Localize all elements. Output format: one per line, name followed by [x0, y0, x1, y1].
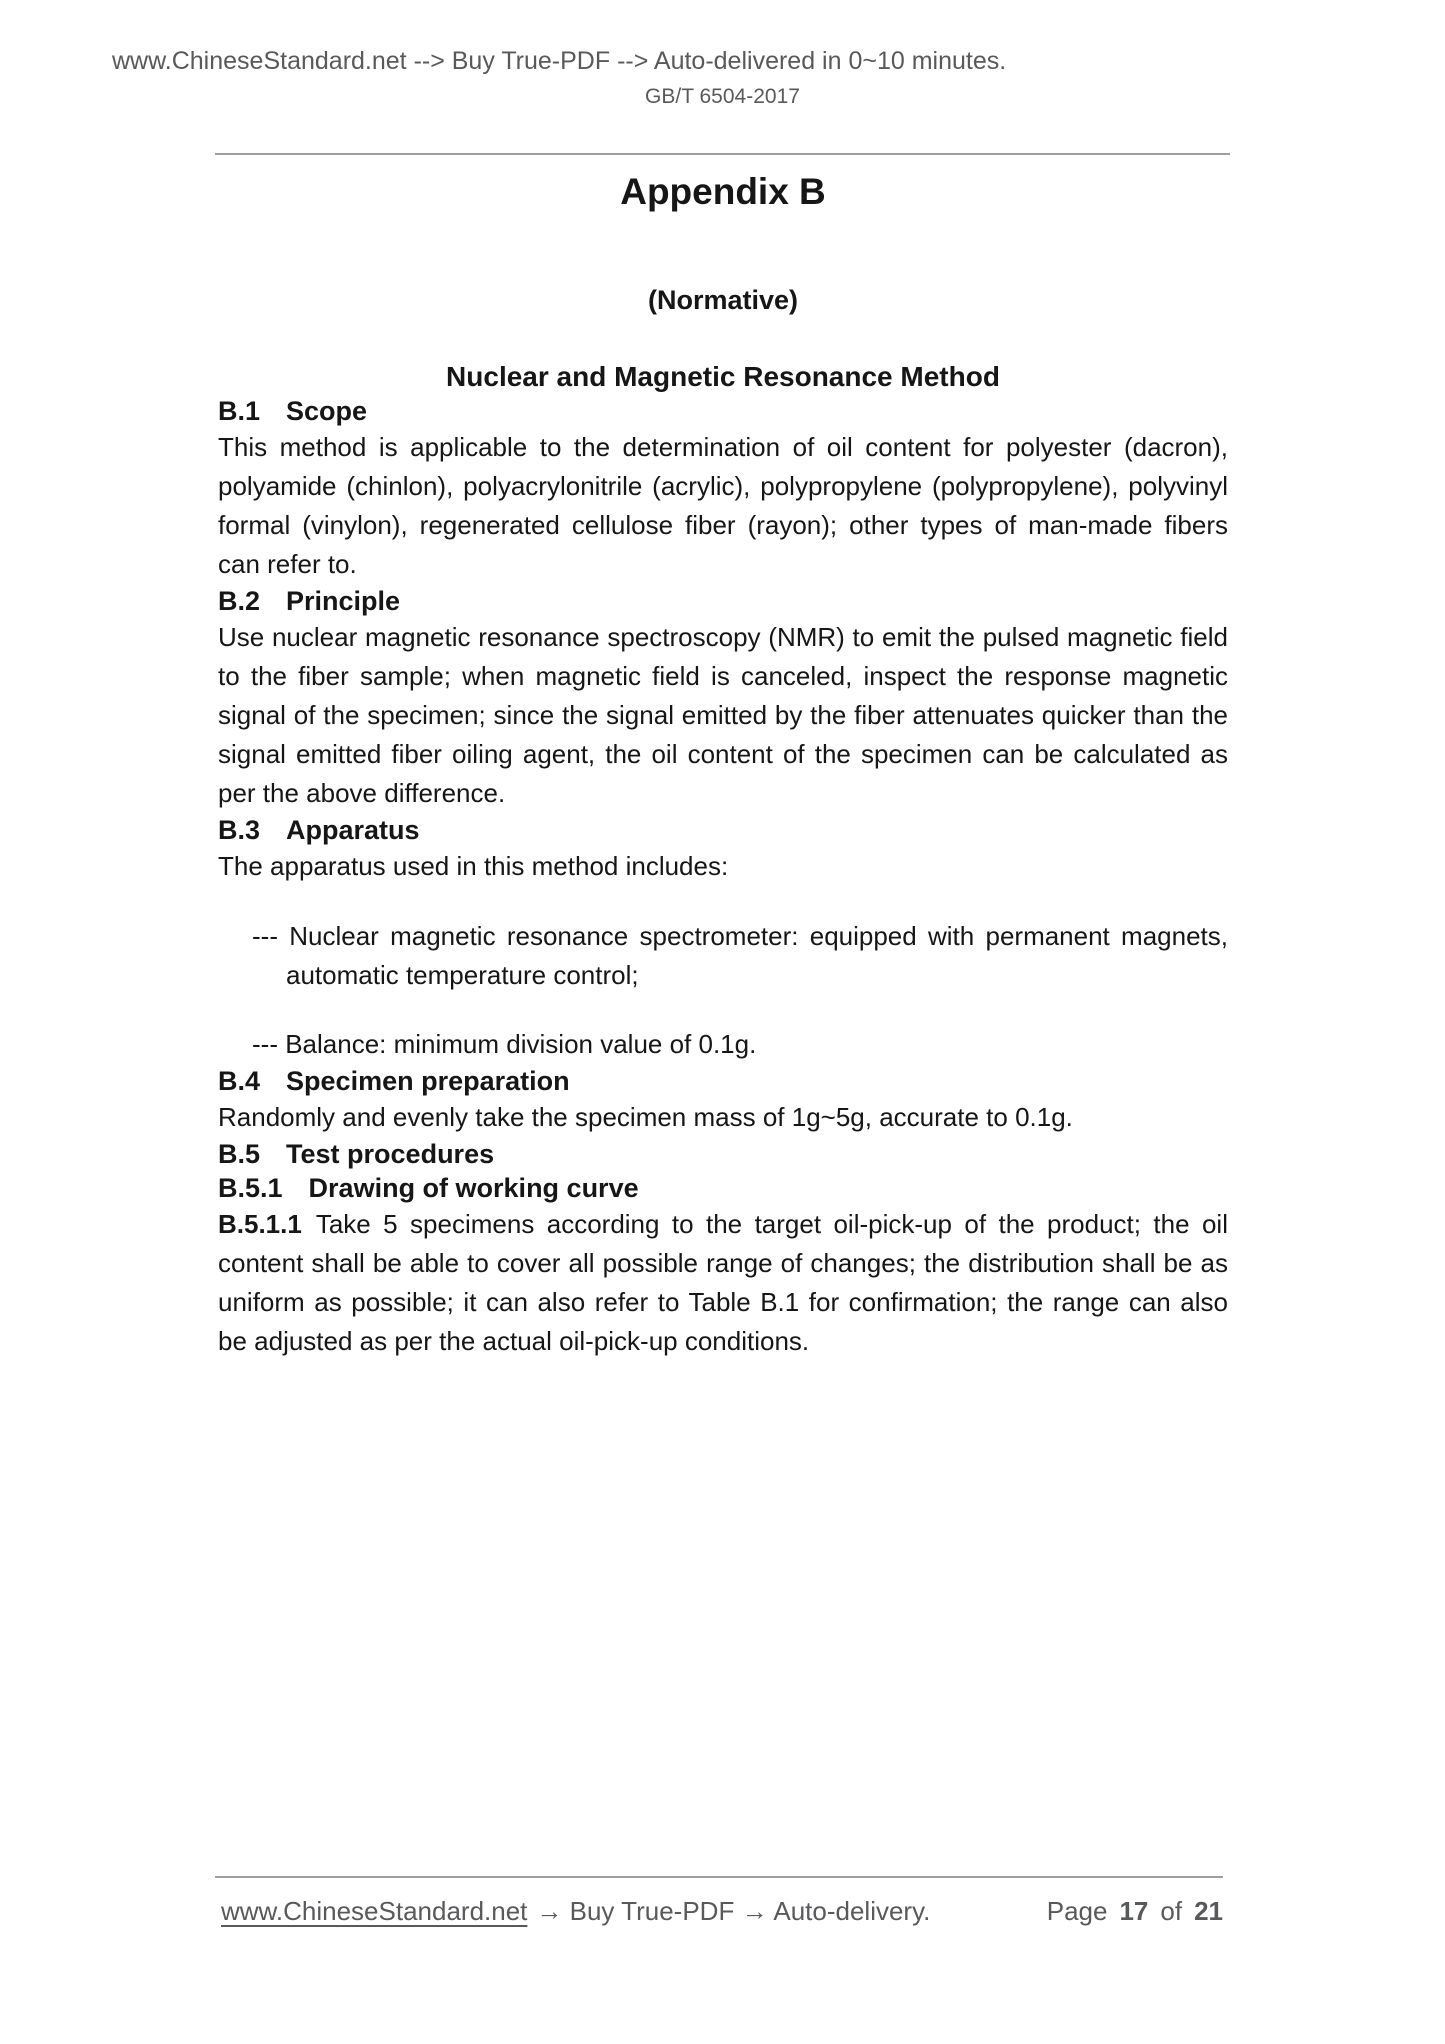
section-b51-heading	[218, 1171, 1228, 1205]
section-b2-heading	[218, 584, 1228, 618]
section-b2-number: B.2	[218, 586, 261, 616]
header-banner-text: www.ChineseStandard.net --> Buy True-PDF --> Auto-delivered in 0~10 minutes.	[112, 47, 1007, 75]
page-of-label: of	[1160, 1896, 1183, 1926]
section-b1-title: Scope	[286, 396, 368, 426]
section-b3-title: Apparatus	[286, 815, 420, 845]
normative-subtitle: (Normative)	[647, 285, 799, 315]
section-b3-number: B.3	[218, 815, 261, 845]
method-title: Nuclear and Magnetic Resonance Method	[446, 361, 1000, 392]
page-indicator	[1047, 1894, 1223, 1928]
section-b511-paragraph	[218, 1205, 1228, 1361]
section-b51-title: Drawing of working curve	[308, 1173, 639, 1203]
section-b5-heading	[218, 1137, 1228, 1171]
section-b1-number: B.1	[218, 396, 261, 426]
section-b5-number: B.5	[218, 1139, 261, 1169]
document-content	[218, 169, 1228, 1361]
section-b2-paragraph: Use nuclear magnetic resonance spectroscopy (NMR) to emit the pulsed magnetic field to the fiber sample; when magnetic field is canceled, inspect the response magnetic signal of the specimen; since the signal emitted by the fiber attenuates quicker than the signal emitted fiber oiling agent, the oil content of the specimen can be calculated as per the above difference.	[218, 622, 1228, 808]
page-label: Page	[1046, 1896, 1108, 1926]
footer-divider	[215, 1876, 1223, 1878]
section-b3-intro: The apparatus used in this method includes:	[218, 851, 729, 881]
header-divider	[215, 153, 1230, 155]
section-b4-title: Specimen preparation	[286, 1066, 570, 1096]
section-b3-heading	[218, 813, 1228, 847]
page-total: 21	[1194, 1896, 1223, 1926]
section-b511-number: B.5.1.1	[218, 1209, 302, 1239]
footer-site-link[interactable]: www.ChineseStandard.net	[221, 1896, 528, 1926]
footer-tagline: → Buy True-PDF → Auto-delivery.	[536, 1896, 931, 1926]
section-b5-title: Test procedures	[286, 1139, 495, 1169]
section-b4-paragraph: Randomly and evenly take the specimen mass of 1g~5g, accurate to 0.1g.	[218, 1102, 1073, 1132]
appendix-title: Appendix B	[620, 171, 826, 212]
section-b51-number: B.5.1	[218, 1173, 283, 1203]
section-b4-number: B.4	[218, 1066, 261, 1096]
section-b4-heading	[218, 1064, 1228, 1098]
apparatus-list-item: --- Balance: minimum division value of 0.1g.	[252, 1029, 757, 1059]
section-b511-text: Take 5 specimens according to the target oil-pick-up of the product; the oil content shall be able to cover all possible range of changes; the distribution shall be as uniform as possible; it can also refer to Table B.1 for confirmation; the range can also be adjusted as per the actual oil-pick-up conditions.	[218, 1209, 1228, 1356]
apparatus-list-item: --- Nuclear magnetic resonance spectrometer: equipped with permanent magnets, automatic temperature control;	[252, 921, 1228, 990]
standard-number: GB/T 6504-2017	[645, 85, 800, 108]
page-header	[0, 46, 1445, 155]
section-b2-title: Principle	[286, 586, 401, 616]
page-footer	[215, 1876, 1223, 1928]
footer-row	[215, 1894, 1223, 1928]
section-b1-heading	[218, 394, 1228, 428]
page-current: 17	[1119, 1896, 1149, 1926]
section-b1-paragraph: This method is applicable to the determination of oil content for polyester (dacron), polyamide (chinlon), polyacrylonitrile (acrylic), polypropylene (polypropylene), polyvinyl formal (vinylon), regenerated cellulose fiber (rayon); other types of man-made fibers can refer to.	[218, 432, 1228, 579]
footer-left	[221, 1894, 930, 1928]
